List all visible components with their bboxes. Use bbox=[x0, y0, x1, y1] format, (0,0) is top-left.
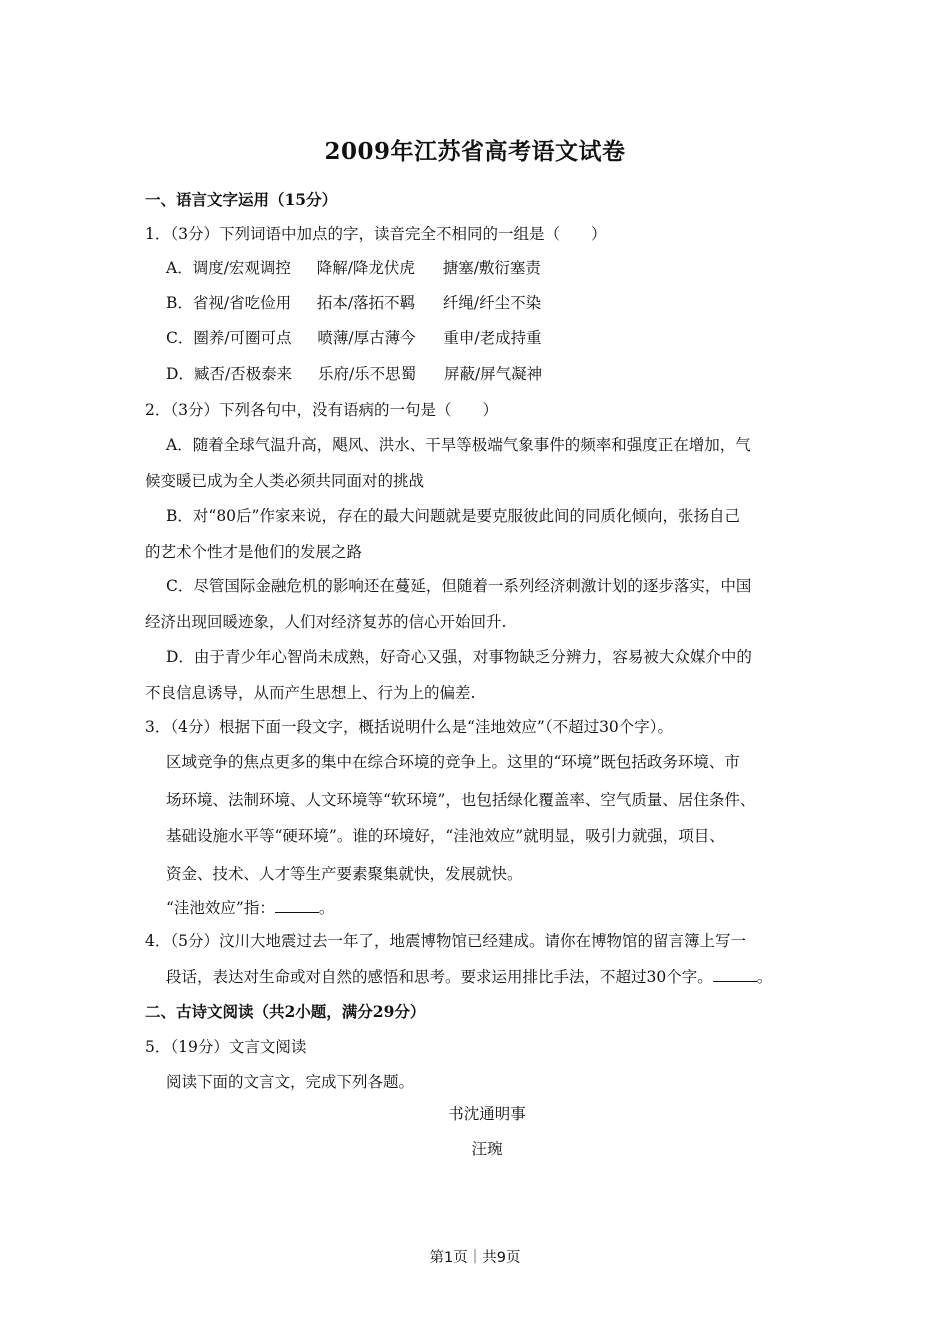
answer-suffix: 。 bbox=[318, 899, 335, 917]
answer-prefix: “洼池效应”指： bbox=[166, 899, 275, 917]
option-word-3: 纤绳/纤尘不染 bbox=[442, 294, 542, 312]
q1-option-d bbox=[166, 364, 542, 384]
option-word-3: 重申/老成持重 bbox=[443, 329, 542, 347]
q2-option-d-line2: 不良信息诱导，从而产生思想上、行为上的偏差. bbox=[145, 684, 476, 702]
q2-option-a-line2: 候变暖已成为全人类必须共同面对的挑战 bbox=[145, 472, 425, 490]
q3-answer-line bbox=[166, 898, 334, 918]
option-word-2: 乐府/乐不思蜀 bbox=[317, 365, 417, 383]
section-heading-1: 一、语言文字运用（15分） bbox=[145, 190, 338, 209]
option-word-3: 搪塞/敷衍塞责 bbox=[442, 259, 541, 277]
q1-option-a bbox=[166, 258, 541, 278]
question-1-stem: 1．（3分）下列词语中加点的字，读音完全不相同的一组是（ ） bbox=[145, 225, 607, 243]
q3-passage-line4: 资金、技术、人才等生产要素聚集就快，发展就快。 bbox=[166, 865, 523, 883]
q3-passage-line3: 基础设施水平等“硬环境”。谁的环境好，“洼池效应”就明显，吸引力就强，项目、 bbox=[166, 827, 725, 845]
option-label: C． bbox=[166, 329, 194, 347]
option-label: B． bbox=[166, 294, 193, 312]
option-label: A． bbox=[166, 259, 193, 277]
question-2-stem: 2．（3分）下列各句中，没有语病的一句是（ ） bbox=[145, 401, 498, 419]
q3-passage-line1: 区域竞争的焦点更多的集中在综合环境的竞争上。这里的“环境”既包括政务环境、市 bbox=[166, 753, 740, 771]
q4-suffix: 。 bbox=[756, 968, 773, 986]
option-word-1: 臧否/否极泰来 bbox=[193, 365, 293, 383]
q2-option-c-line2: 经济出现回暖迹象，人们对经济复苏的信心开始回升. bbox=[145, 613, 507, 631]
question-4-line1: 4．（5分）汶川大地震过去一年了，地震博物馆已经建成。请你在博物馆的留言簿上写一 bbox=[145, 932, 746, 950]
q5-instruction: 阅读下面的文言文，完成下列各题。 bbox=[166, 1073, 415, 1091]
question-3-stem: 3．（4分）根据下面一段文字，概括说明什么是“洼地效应”（不超过30个字）。 bbox=[145, 718, 674, 736]
q2-option-b-line1: B．对“80后”作家来说，存在的最大问题就是要克服彼此间的同质化倾向，张扬自己 bbox=[166, 507, 740, 525]
option-word-2: 拓本/落拓不羁 bbox=[316, 294, 416, 312]
q1-option-b bbox=[166, 293, 541, 313]
q4-text: 段话，表达对生命或对自然的感悟和思考。要求运用排比手法，不超过30个字。 bbox=[166, 968, 713, 986]
q2-option-a-line1: A．随着全球气温升高，飓风、洪水、干旱等极端气象事件的频率和强度正在增加，气 bbox=[166, 436, 751, 454]
option-label: D． bbox=[166, 365, 194, 383]
option-word-1: 圈养/可圈可点 bbox=[193, 329, 292, 347]
q2-option-c-line1: C．尽管国际金融危机的影响还在蔓延，但随着一系列经济刺激计划的逐步落实，中国 bbox=[166, 577, 752, 595]
q2-option-d-line1: D．由于青少年心智尚未成熟，好奇心又强，对事物缺乏分辨力，容易被大众媒介中的 bbox=[166, 648, 752, 666]
q1-option-c bbox=[166, 328, 542, 348]
question-4-line2 bbox=[166, 967, 772, 987]
answer-blank bbox=[275, 898, 319, 913]
question-5-stem: 5．（19分）文言文阅读 bbox=[145, 1038, 307, 1056]
answer-blank bbox=[713, 967, 757, 982]
q3-passage-line2: 场环境、法制环境、人文环境等“软环境”，也包括绿化覆盖率、空气质量、居住条件、 bbox=[166, 791, 756, 809]
article-author: 汪琬 bbox=[471, 1140, 503, 1158]
option-word-3: 屏蔽/屏气凝神 bbox=[443, 365, 543, 383]
q2-option-b-line2: 的艺术个性才是他们的发展之路 bbox=[145, 543, 363, 561]
option-word-2: 喷薄/厚古薄今 bbox=[317, 329, 416, 347]
article-title: 书沈通明事 bbox=[448, 1105, 526, 1123]
page-footer: 第1页｜共9页 bbox=[429, 1250, 521, 1266]
option-word-1: 调度/宏观调控 bbox=[192, 259, 291, 277]
option-word-2: 降解/降龙伏虎 bbox=[316, 259, 415, 277]
exam-title: 2009年江苏省高考语文试卷 bbox=[324, 138, 626, 165]
option-word-1: 省视/省吃俭用 bbox=[192, 294, 292, 312]
section-heading-2: 二、古诗文阅读（共2小题，满分29分） bbox=[145, 1002, 426, 1021]
